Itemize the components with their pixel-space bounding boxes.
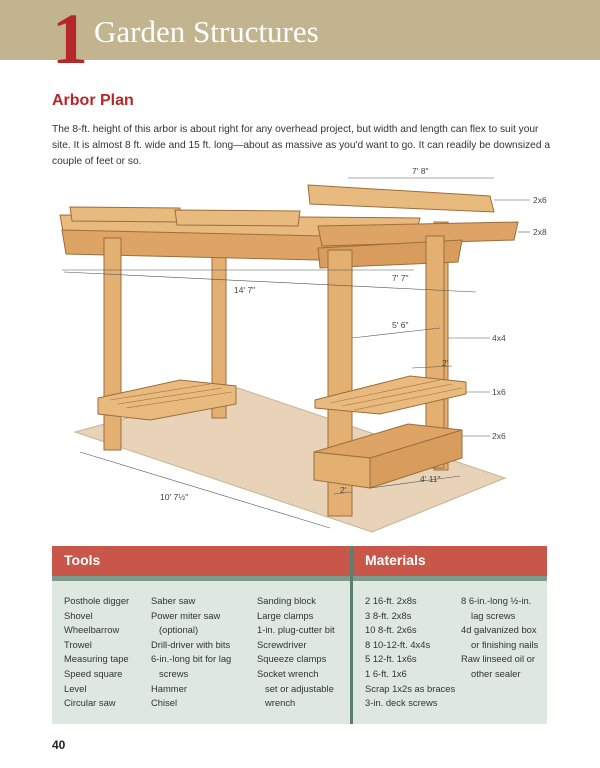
dim-base-length: 10' 7½" bbox=[160, 492, 189, 502]
intro-paragraph: The 8-ft. height of this arbor is about right for any overhead project, but width and length can flex to suit your site. It is almost 8 ft. wide and 15 ft. long—about as massive as you'd want to go. It can readily be downsized a couple of feet or so. bbox=[52, 124, 551, 167]
arbor-illustration bbox=[0, 160, 600, 540]
list-item: Measuring tape bbox=[64, 653, 129, 665]
label-post: 4x4 bbox=[492, 333, 506, 343]
panel-divider bbox=[350, 546, 353, 724]
materials-column-1 bbox=[365, 594, 455, 711]
materials-header bbox=[353, 546, 547, 576]
chapter-title: Garden Structures bbox=[94, 14, 319, 49]
materials-column-2 bbox=[461, 594, 538, 682]
list-item: 2 16-ft. 2x8s bbox=[365, 595, 417, 606]
list-item: other sealer bbox=[471, 667, 521, 679]
list-item: Circular saw bbox=[64, 697, 116, 709]
list-item: Shovel bbox=[64, 609, 93, 621]
list-item: lag screws bbox=[471, 609, 516, 621]
tools-heading: Tools bbox=[64, 552, 101, 568]
list-item: Saber saw bbox=[151, 595, 196, 606]
label-slat: 1x6 bbox=[492, 387, 506, 397]
label-beam: 2x8 bbox=[533, 227, 547, 237]
list-item: Wheelbarrow bbox=[64, 624, 120, 636]
list-item: Socket wrench bbox=[257, 667, 319, 679]
list-item: 10 8-ft. 2x6s bbox=[365, 624, 417, 636]
list-item: Large clamps bbox=[257, 609, 314, 621]
list-item: 5 12-ft. 1x6s bbox=[365, 653, 417, 665]
list-item: screws bbox=[159, 667, 189, 679]
list-item: Level bbox=[64, 682, 87, 694]
list-item: 6-in.-long bit for lag bbox=[151, 653, 232, 665]
tools-materials-panel bbox=[52, 546, 547, 724]
list-item: Squeeze clamps bbox=[257, 653, 327, 665]
list-item: 3-in. deck screws bbox=[365, 697, 438, 709]
list-item: set or adjustable bbox=[265, 682, 334, 694]
list-item: 4d galvanized box bbox=[461, 624, 537, 636]
list-item: wrench bbox=[265, 697, 296, 709]
label-rafter: 2x6 bbox=[533, 195, 547, 205]
list-item: 3 8-ft. 2x8s bbox=[365, 609, 412, 621]
list-item: Raw linseed oil or bbox=[461, 653, 535, 665]
tools-column-2 bbox=[151, 594, 231, 711]
dim-planter-depth: 2' bbox=[340, 485, 347, 495]
list-item: 8 10-12-ft. 4x4s bbox=[365, 638, 431, 650]
dim-post-spacing: 5' 6" bbox=[392, 320, 409, 330]
list-item: Chisel bbox=[151, 697, 178, 709]
rafter-top bbox=[308, 185, 494, 212]
list-item: 1-in. plug-cutter bit bbox=[257, 624, 335, 636]
dim-bench-depth: 2' bbox=[442, 358, 449, 368]
list-item: or finishing nails bbox=[471, 638, 539, 650]
tools-column-3 bbox=[257, 594, 335, 711]
list-item: Sanding block bbox=[257, 595, 316, 606]
dim-overall-length: 14' 7" bbox=[234, 285, 256, 295]
list-item: Screwdriver bbox=[257, 638, 307, 650]
list-item: Hammer bbox=[151, 682, 187, 694]
materials-heading: Materials bbox=[365, 552, 426, 568]
tools-column-1 bbox=[64, 594, 129, 711]
chapter-number: 1 bbox=[52, 0, 88, 79]
dim-top-width: 7' 8" bbox=[412, 166, 429, 176]
tools-header bbox=[52, 546, 350, 576]
dim-planter-length: 4' 11" bbox=[420, 474, 441, 484]
page-number: 40 bbox=[52, 738, 66, 752]
list-item: Scrap 1x2s as braces bbox=[365, 682, 456, 694]
list-item: 8 6-in.-long ½-in. bbox=[461, 595, 532, 606]
list-item: Posthole digger bbox=[64, 595, 130, 606]
list-item: (optional) bbox=[159, 624, 199, 636]
list-item: Speed square bbox=[64, 667, 123, 679]
list-item: Trowel bbox=[64, 638, 92, 650]
label-planter: 2x6 bbox=[492, 431, 506, 441]
list-item: Power miter saw bbox=[151, 609, 221, 621]
section-title: Arbor Plan bbox=[52, 92, 134, 109]
dim-inner-width: 7' 7" bbox=[392, 273, 409, 283]
list-item: Drill-driver with bits bbox=[151, 638, 231, 650]
list-item: 1 6-ft. 1x6 bbox=[365, 667, 407, 679]
